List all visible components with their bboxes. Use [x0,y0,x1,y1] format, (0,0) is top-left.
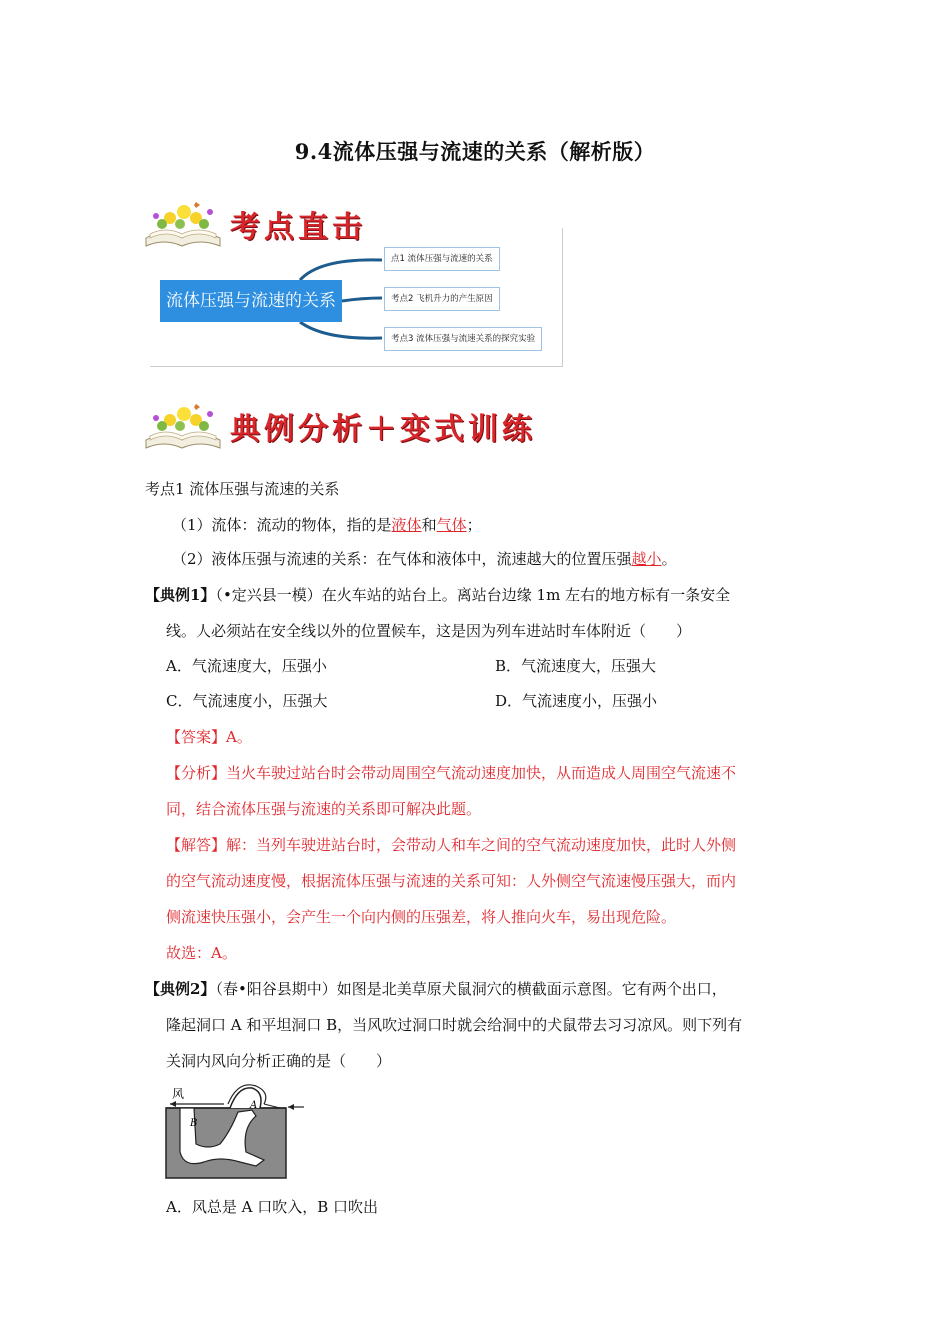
analysis: 【分析】当火车驶过站台时会带动周围空气流动速度加快，从而造成人周围空气流速不 [166,764,737,782]
option-d: D．气流速度小，压强小 [495,692,658,710]
option-b: B．气流速度大，压强大 [495,657,657,675]
text: （2）液体压强与流速的关系：在气体和液体中，流速越大的位置压强 [172,550,632,568]
example-2-stem-cont-2: 关洞内风向分析正确的是（ ） [166,1052,392,1070]
fig-wind-label: 风 [172,1087,185,1101]
solution-choice: 故选：A。 [166,944,237,962]
answer-blank: 越小 [631,550,662,568]
section-heading: 考点1 流体压强与流速的关系 [145,480,340,498]
example-1-stem-cont: 线。人必须站在安全线以外的位置候车，这是因为列车进站时车体附近（ ） [166,622,692,640]
mindmap-node-2: 考点2 飞机升力的产生原因 [384,287,500,311]
text: （春•阳谷县期中）如图是北美草原犬鼠洞穴的横截面示意图。它有两个出口， [215,980,727,998]
book-flower-icon [140,400,226,452]
section-point-1 [172,514,482,536]
mindmap-node-3: 考点3 流体压强与流速关系的探究实验 [384,327,542,351]
section-point-2 [172,548,677,570]
burrow-diagram [160,1082,310,1182]
banner-dianli-text: 典例分析＋变式训练 [230,412,536,447]
banner-dianli [140,400,536,452]
solution: 【解答】解：当列车驶进站台时，会带动人和车之间的空气流动速度加快，此时人外侧 [166,836,737,854]
example-label: 【典例2】 [145,980,216,998]
text: （•定兴县一模）在火车站的站台上。离站台边缘 1m 左右的地方标有一条安全 [215,586,731,604]
example-label: 【典例1】 [145,586,216,604]
banner-kaodian-text: 考点直击 [230,210,366,245]
option-c: C．气流速度小，压强大 [166,692,328,710]
example-1-stem [145,584,730,606]
example-2-stem-cont-1: 隆起洞口 A 和平坦洞口 B，当风吹过洞口时就会给洞中的犬鼠带去习习凉风。则下列有 [166,1016,743,1034]
answer-blank: 液体 [391,516,422,534]
answer: 【答案】A。 [166,728,252,746]
page-title: 9.4流体压强与流速的关系（解析版） [294,139,656,164]
text: ； [466,516,482,534]
example-1-options-row1 [166,655,327,677]
mindmap [150,228,563,367]
answer-blank: 气体 [436,516,467,534]
fig-b-label: B [190,1118,198,1129]
mindmap-node-1: 点1 流体压强与流速的关系 [384,247,500,271]
option-a: A．气流速度大，压强小 [166,657,327,675]
fig-a-label: A [250,1100,258,1111]
text: 。 [661,550,677,568]
example-2-stem [145,978,727,1000]
mindmap-center: 流体压强与流速的关系 [160,280,342,322]
text: （1）流体：流动的物体，指的是 [172,516,392,534]
analysis-cont: 同，结合流体压强与流速的关系即可解决此题。 [166,800,482,818]
example-2-option-a: A．风总是 A 口吹入，B 口吹出 [166,1198,378,1216]
text: 和 [421,516,437,534]
solution-cont-2: 侧流速快压强小，会产生一个向内侧的压强差，将人推向火车，易出现危险。 [166,908,677,926]
solution-cont-1: 的空气流动速度慢，根据流体压强与流速的关系可知：人外侧空气流速慢压强大，而内 [166,872,737,890]
